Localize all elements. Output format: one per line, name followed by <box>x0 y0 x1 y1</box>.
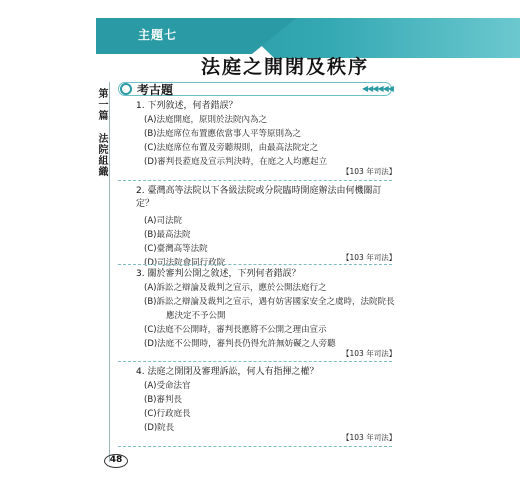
question-source: 【103 年司法】 <box>342 167 397 176</box>
sidebar-divider <box>109 82 110 462</box>
question-option: (D)司法院會同行政院 <box>144 258 226 268</box>
question-option: (C)行政庭長 <box>144 409 191 419</box>
question-option: (B)審判長 <box>144 395 182 405</box>
question-3 <box>136 268 396 351</box>
arrows-icon: ◀◀◀◀◀◀ <box>362 84 393 93</box>
section-title: 考古題 <box>137 83 174 97</box>
question-source: 【103 年司法】 <box>342 349 397 358</box>
question-source: 【103 年司法】 <box>342 433 397 442</box>
divider <box>118 446 392 447</box>
sidebar-section-label: 第一篇 法院組織 <box>96 88 107 177</box>
question-option: (A)法庭開庭，原則於法院內為之 <box>144 115 267 125</box>
question-option: (C)法庭不公開時，審判長應將不公開之理由宣示 <box>144 325 327 335</box>
question-option: (C)臺灣高等法院 <box>144 244 208 254</box>
question-option: (A)司法院 <box>144 216 182 226</box>
question-option: (D)法庭不公開時，審判長仍得允許無妨礙之人旁聽 <box>144 339 336 349</box>
question-1 <box>136 100 396 169</box>
question-option: (B)最高法院 <box>144 230 191 240</box>
question-option: (B)訴訟之辯論及裁判之宣示，遇有妨害國家安全之虞時，法院院長 <box>144 297 395 307</box>
question-stem: 1. 下列敘述，何者錯誤？ <box>136 101 238 111</box>
question-option-continued: 應決定不予公開 <box>166 311 226 321</box>
divider <box>118 180 392 181</box>
question-stem: 4. 法庭之開閉及審理訴訟，何人有指揮之權？ <box>136 367 319 377</box>
topic-label: 主題七 <box>138 28 178 42</box>
question-option: (A)訴訟之辯論及裁判之宣示，應於公開法庭行之 <box>144 283 327 293</box>
question-option: (C)法庭席位布置及旁聽規則，由最高法院定之 <box>144 143 319 153</box>
section-circle-icon <box>120 83 132 95</box>
divider <box>118 264 392 265</box>
question-stem: 2. 臺灣高等法院以下各級法院或分院臨時開庭辦法由何機關訂定？ <box>136 186 382 209</box>
question-option: (D)院長 <box>144 423 175 433</box>
page-title: 法庭之開閉及秩序 <box>200 56 369 78</box>
divider <box>118 361 392 362</box>
question-source: 【103 年司法】 <box>342 253 397 262</box>
question-4 <box>136 366 396 435</box>
page-number: 48 <box>104 454 128 468</box>
question-option: (A)受命法官 <box>144 381 191 391</box>
question-option: (D)審判長蒞庭及宣示判決時，在庭之人均應起立 <box>144 157 328 167</box>
question-stem: 3. 關於審判公開之敘述，下列何者錯誤？ <box>136 269 301 279</box>
question-option: (B)法庭席位布置應依當事人平等原則為之 <box>144 129 301 139</box>
